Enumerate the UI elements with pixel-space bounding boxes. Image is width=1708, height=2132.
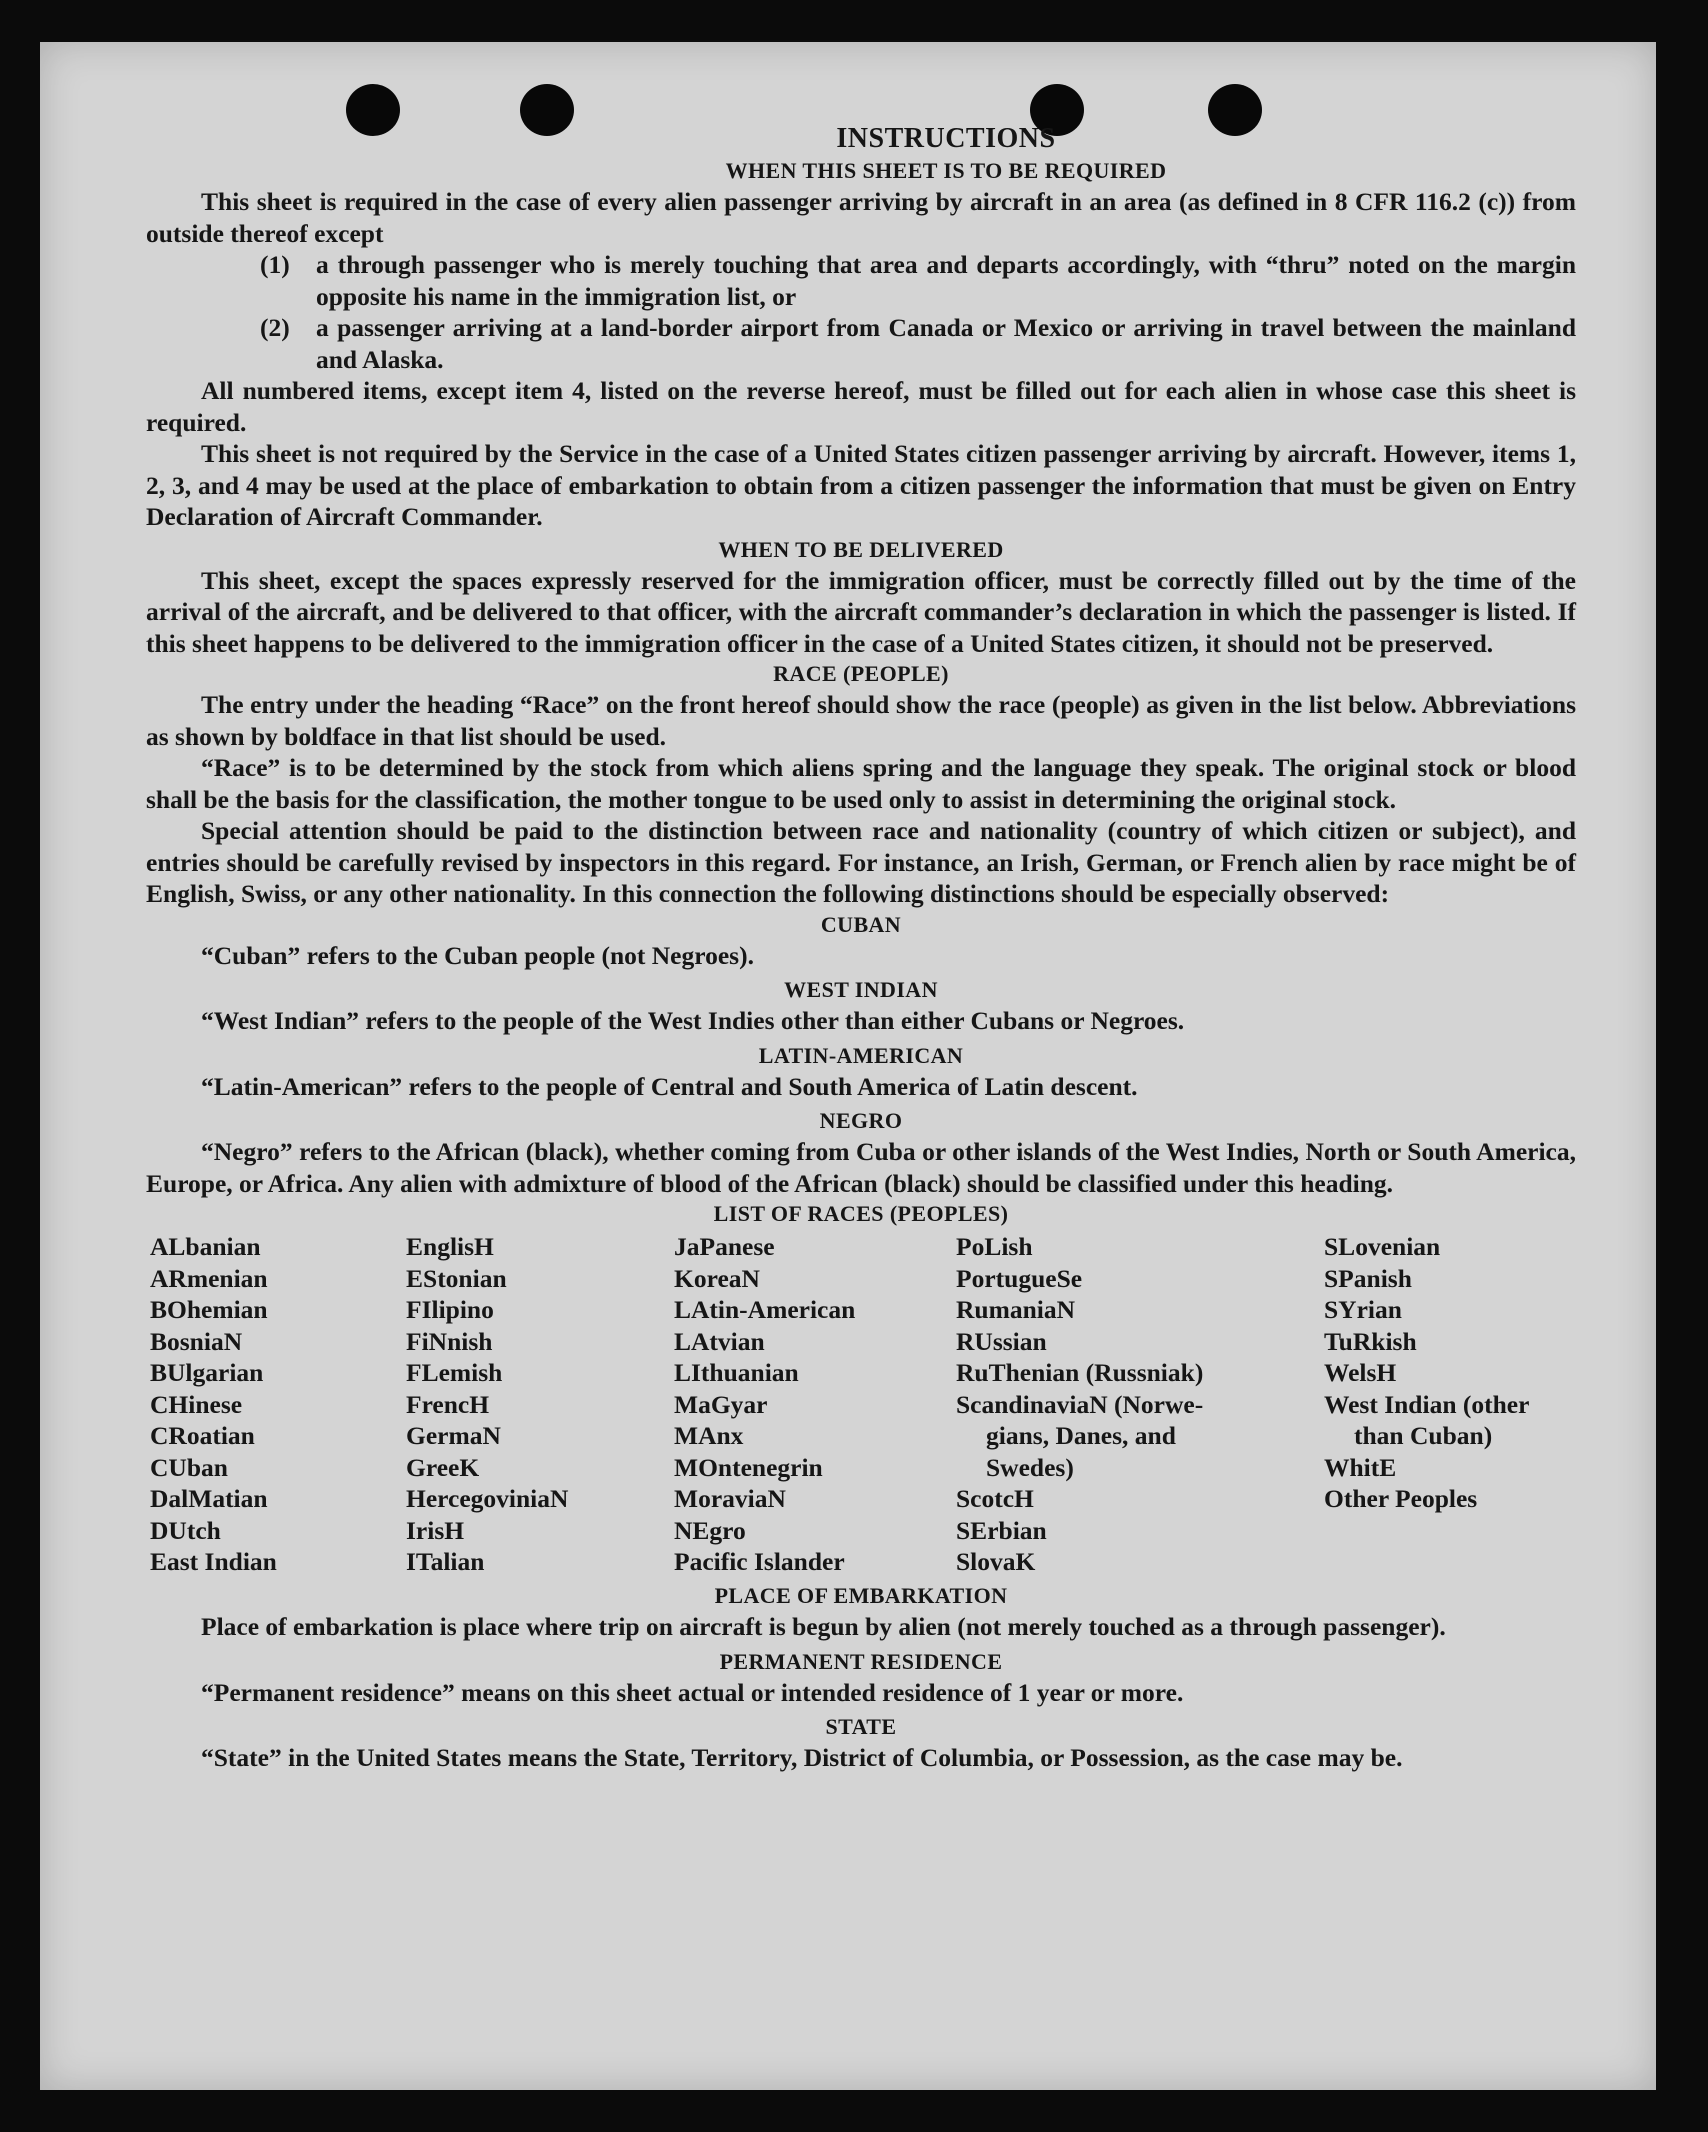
paragraph: “Race” is to be determined by the stock from which aliens spring and the language they speak. The original stock or blood shall be the basis for the classification, the mother tongue to be used only to assist in determining the original stock. <box>146 753 1576 814</box>
section-heading-state: STATE <box>825 1714 897 1739</box>
race-item: CRoatian <box>150 1421 255 1450</box>
race-item: WhitE <box>1324 1452 1397 1482</box>
race-item: ARmenian <box>150 1263 268 1293</box>
race-item: KoreaN <box>674 1263 760 1293</box>
item-text: a passenger arriving at a land-border airport from Canada or Mexico or arriving in travel between the mainland and Alaska. <box>316 313 1576 374</box>
race-item: MoraviaN <box>674 1484 786 1513</box>
section-heading-cuban: CUBAN <box>820 911 902 937</box>
race-item: Other Peoples <box>1324 1484 1478 1513</box>
race-item: Pacific Islander <box>674 1547 845 1576</box>
race-item: TuRkish <box>1324 1326 1417 1356</box>
list-item <box>146 312 1576 375</box>
paragraph: “West Indian” refers to the people of the West Indies other than either Cubans or Negroes. <box>201 1006 1185 1035</box>
item-text: a through passenger who is merely touching that area and departs accordingly, with “thru” noted on the margin opposite his name in the immigration list, or <box>316 250 1576 311</box>
race-item: MOntenegrin <box>674 1452 823 1482</box>
race-item: EnglisH <box>406 1232 494 1261</box>
race-item: NEgro <box>674 1515 746 1545</box>
race-item: DalMatian <box>150 1484 268 1513</box>
section-heading-west-indian: WEST INDIAN <box>784 977 938 1002</box>
section-heading-when-delivered: WHEN TO BE DELIVERED <box>718 536 1004 562</box>
paragraph: All numbered items, except item 4, listed on the reverse hereof, must be filled out for each alien in whose case this sheet is required. <box>146 376 1576 437</box>
race-item: HercegoviniaN <box>406 1484 569 1513</box>
race-item: MaGyar <box>674 1389 768 1419</box>
race-item: WelsH <box>1324 1358 1397 1387</box>
document-sheet <box>40 42 1656 2090</box>
race-item: ALbanian <box>150 1232 261 1261</box>
races-list <box>146 1231 1576 1581</box>
section-heading-embarkation: PLACE OF EMBARKATION <box>714 1583 1008 1608</box>
race-item: ScandinaviaN (Norwe- <box>956 1389 1204 1419</box>
paragraph: This sheet, except the spaces expressly reserved for the immigration officer, must be correctly filled out by the time of the arrival of the aircraft, and be delivered to that officer, with the aircraft commander’s declaration in which the passenger is listed. If this sheet happens to be delivered to the immigration officer in the case of a United States citizen, it should not be preserved. <box>146 565 1576 658</box>
race-item: gians, Danes, and <box>986 1421 1176 1450</box>
races-column-3 <box>674 1231 855 1578</box>
section-heading-latin-american: LATIN-AMERICAN <box>758 1042 964 1068</box>
race-item: EStonian <box>406 1263 507 1293</box>
paragraph: “Negro” refers to the African (black), whether coming from Cuba or other islands of the West Indies, North or South America, Europe, or Africa. Any alien with admixture of blood of the African (black) should be classified under this heading. <box>146 1137 1576 1198</box>
paragraph: Place of embarkation is place where trip on aircraft is begun by alien (not merely touched as a through passenger). <box>201 1612 1446 1641</box>
section-heading-negro: NEGRO <box>819 1108 903 1133</box>
section-heading-residence: PERMANENT RESIDENCE <box>719 1648 1003 1674</box>
races-column-1 <box>150 1231 277 1578</box>
instructions-content <box>146 122 1576 1774</box>
race-item: West Indian (other <box>1324 1389 1530 1419</box>
race-item: PortugueSe <box>956 1263 1083 1293</box>
race-item: SLovenian <box>1324 1232 1441 1261</box>
page-title: INSTRUCTIONS <box>836 123 1056 154</box>
race-item: FIlipino <box>406 1295 494 1324</box>
race-item: FrencH <box>406 1389 490 1419</box>
race-item: LIthuanian <box>674 1358 799 1387</box>
paragraph: “Permanent residence” means on this sheet actual or intended residence of 1 year or more. <box>201 1677 1184 1707</box>
item-number: (2) <box>260 313 290 342</box>
paragraph: This sheet is required in the case of every alien passenger arriving by aircraft in an area (as defined in 8 CFR 116.2 (c)) from outside thereof except <box>146 187 1576 248</box>
race-item: CUban <box>150 1452 228 1482</box>
race-item: ScotcH <box>956 1484 1034 1513</box>
paragraph: Special attention should be paid to the distinction between race and nationality (country of which citizen or subject), and entries should be carefully revised by inspectors in this regard. For instance, an Irish, German, or French alien by race might be of English, Swiss, or any other nationality. In this connection the following distinctions should be especially observed: <box>146 816 1576 908</box>
race-item: than Cuban) <box>1354 1421 1493 1450</box>
race-item: RUssian <box>956 1326 1047 1356</box>
races-column-4 <box>956 1231 1203 1578</box>
race-item: BUlgarian <box>150 1358 264 1387</box>
section-heading-race: RACE (PEOPLE) <box>773 661 949 686</box>
race-item: LAtvian <box>674 1326 765 1356</box>
section-heading-when-required: WHEN THIS SHEET IS TO BE REQUIRED <box>725 158 1167 183</box>
section-heading-list-of-races: LIST OF RACES (PEOPLES) <box>713 1201 1009 1226</box>
race-item: IrisH <box>406 1515 465 1545</box>
races-column-2 <box>406 1231 568 1578</box>
race-item: GermaN <box>406 1421 501 1450</box>
race-item: DUtch <box>150 1515 221 1545</box>
paragraph: “Latin-American” refers to the people of Central and South America of Latin descent. <box>201 1071 1138 1101</box>
paragraph: The entry under the heading “Race” on the front hereof should show the race (people) as given in the list below. Abbreviations as shown by boldface in that list should be used. <box>146 690 1576 751</box>
paragraph: This sheet is not required by the Service in the case of a United States citizen passenger arriving by aircraft. However, items 1, 2, 3, and 4 may be used at the place of embarkation to obtain from a citizen passenger the information that must be given on Entry Declaration of Aircraft Commander. <box>146 439 1576 531</box>
race-item: LAtin-American <box>674 1295 856 1324</box>
race-item: East Indian <box>150 1547 277 1576</box>
races-column-5 <box>1324 1231 1529 1515</box>
race-item: SPanish <box>1324 1263 1412 1293</box>
race-item: Swedes) <box>986 1452 1074 1482</box>
race-item: SErbian <box>956 1515 1047 1545</box>
race-item: FLemish <box>406 1358 503 1387</box>
race-item: RuThenian (Russniak) <box>956 1358 1204 1387</box>
race-item: SYrian <box>1324 1295 1402 1324</box>
race-item: GreeK <box>406 1452 480 1482</box>
race-item: CHinese <box>150 1389 243 1419</box>
race-item: FiNnish <box>406 1326 493 1356</box>
race-item: BosniaN <box>150 1326 243 1356</box>
paragraph: “Cuban” refers to the Cuban people (not Negroes). <box>201 940 754 970</box>
race-item: PoLish <box>956 1232 1033 1261</box>
race-item: MAnx <box>674 1421 744 1450</box>
item-number: (1) <box>260 250 290 279</box>
paragraph: “State” in the United States means the State, Territory, District of Columbia, or Possession, as the case may be. <box>201 1743 1403 1772</box>
race-item: BOhemian <box>150 1295 268 1324</box>
race-item: JaPanese <box>674 1232 775 1261</box>
race-item: SlovaK <box>956 1547 1036 1576</box>
race-item: ITalian <box>406 1547 485 1576</box>
race-item: RumaniaN <box>956 1295 1076 1324</box>
list-item <box>146 249 1576 312</box>
